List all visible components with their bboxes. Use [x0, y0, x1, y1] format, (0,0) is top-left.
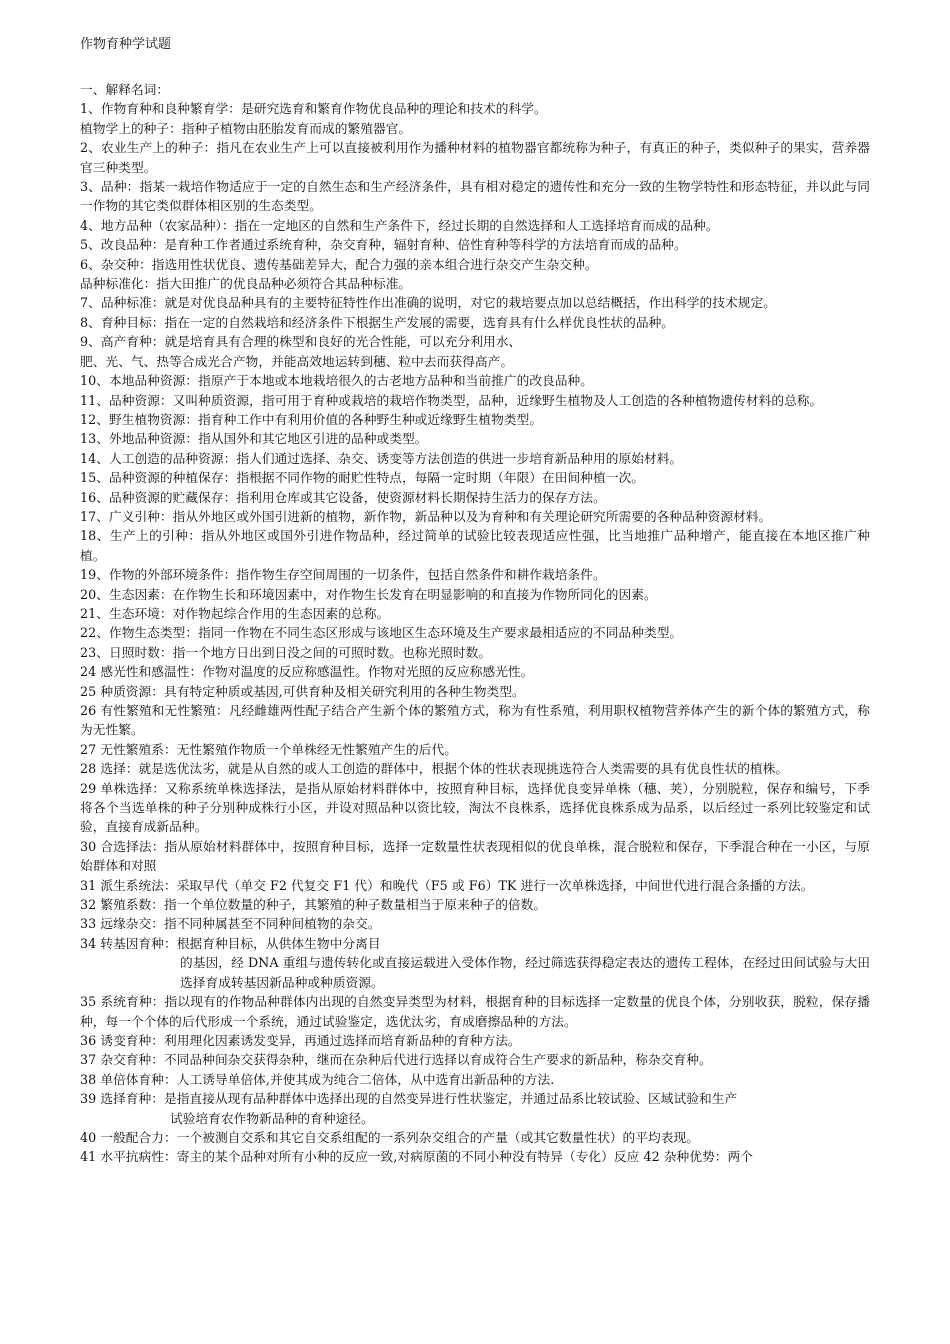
term-item: 31 派生系统法：采取早代（单交 F2 代复交 F1 代）和晚代（F5 或 F6）TK 进行一次单株选择，中间世代进行混合条播的方法。 — [80, 877, 814, 893]
term-item: 肥、光、气、热等合成光合产物，并能高效地运转到穗、粒中去而获得高产。 — [80, 353, 514, 369]
term-item: 16、品种资源的贮藏保存：指利用仓库或其它设备，使资源材料长期保持生活力的保存方法。 — [80, 489, 606, 505]
term-item: 33 远缘杂交：指不同种属甚至不同种间植物的杂交。 — [80, 916, 381, 932]
term-item: 品种标准化：指大田推广的优良品种必须符合其品种标准。 — [80, 276, 412, 292]
term-item: 3、品种：指某一栽培作物适应于一定的自然生态和生产经济条件，具有相对稳定的遗传性和充分一致的生物学特性和形态特征，并以此与同一作物的其它类似群体相区别的生态类型。 — [80, 179, 870, 214]
term-item: 22、作物生态类型：指同一作物在不同生态区形成与该地区生态环境及生产要求最相适应的不同品种类型。 — [80, 625, 683, 641]
document-body — [80, 80, 870, 1167]
term-item: 30 合选择法：指从原始材料群体中，按照育种目标，选择一定数量性状表现相似的优良单株，混合脱粒和保存，下季混合种在一小区，与原始群体和对照 — [80, 838, 870, 874]
term-item-continuation: 的基因，经 DNA 重组与遗传转化或直接运载进入受体作物，经过筛选获得稳定表达的遗传工程体，在经过田间试验与大田选择育成转基因新品种或种质资源。 — [180, 955, 870, 990]
term-item: 11、品种资源：又叫种质资源，指可用于育种或栽培的栽培作物类型，品种，近缘野生植物及人工创造的各种植物遗传材料的总称。 — [80, 392, 823, 408]
term-item: 19、作物的外部环境条件：指作物生存空间周围的一切条件，包括自然条件和耕作栽培条件。 — [80, 567, 606, 583]
term-item: 13、外地品种资源：指从国外和其它地区引进的品种或类型。 — [80, 431, 428, 447]
term-item: 40 一般配合力：一个被测自交系和其它自交系组配的一系列杂交组合的产量（或其它数量性状）的平均表现。 — [80, 1129, 699, 1145]
term-item: 14、人工创造的品种资源：指人们通过选择、杂交、诱变等方法创造的供进一步培育新品种用的原始材料。 — [80, 450, 683, 466]
term-item: 6、杂交种：指选用性状优良、遗传基础差异大，配合力强的亲本组合进行杂交产生杂交种。 — [80, 256, 598, 272]
term-item: 23、日照时数：指一个地方日出到日没之间的可照时数。也称光照时数。 — [80, 644, 492, 660]
term-item: 12、野生植物资源：指育种工作中有利用价值的各种野生种或近缘野生植物类型。 — [80, 411, 543, 427]
term-item: 18、生产上的引种：指从外地区或国外引进作物品种，经过简单的试验比较表现适应性强，比当地推广品种增产，能直接在本地区推广种植。 — [80, 528, 870, 563]
term-item: 20、生态因素：在作物生长和环境因素中，对作物生长发育在明显影响的和直接为作物所同化的因素。 — [80, 586, 657, 602]
document-title: 作物育种学试题 — [80, 37, 172, 52]
section-heading: 一、解释名词： — [80, 82, 170, 97]
term-item: 2、农业生产上的种子：指凡在农业生产上可以直接被利用作为播种材料的植物器官都统称为种子，有真正的种子，类似种子的果实，营养器官三种类型。 — [80, 140, 870, 175]
term-item: 4、地方品种（农家品种）：指在一定地区的自然和生产条件下，经过长期的自然选择和人工选择培育而成的品种。 — [80, 217, 719, 233]
term-item: 29 单株选择：又称系统单株选择法，是指从原始材料群体中，按照育种目标，选择优良变异单株（穗、荚），分别脱粒，保存和编号，下季将各个当选单株的种子分别种成株行小区，并设对照品种以资比较，淘汰不良株系，选择优良株系成为品系，以后经过一系列比较鉴定和试验，直接育成新品种。 — [80, 780, 870, 835]
term-item: 21、生态环境：对作物起综合作用的生态因素的总称。 — [80, 605, 390, 621]
term-item: 37 杂交育种：不同品种间杂交获得杂种，继而在杂种后代进行选择以育成符合生产要求的新品种，称杂交育种。 — [80, 1052, 712, 1068]
term-item: 1、作物育种和良种繁育学：是研究选育和繁育作物优良品种的理论和技术的科学。 — [80, 101, 547, 117]
term-item: 8、育种目标：指在一定的自然栽培和经济条件下根据生产发展的需要，选育具有什么样优良性状的品种。 — [80, 314, 675, 330]
term-item-continuation: 试验培育农作物新品种的育种途径。 — [170, 1110, 374, 1126]
term-item: 39 选择育种：是指直接从现有品种群体中选择出现的自然变异进行性状鉴定，并通过品系比较试验、区域试验和生产 — [80, 1091, 738, 1107]
term-item: 15、品种资源的种植保存：指根据不同作物的耐贮性特点，每隔一定时期（年限）在田间种植一次。 — [80, 470, 644, 486]
term-item: 26 有性繁殖和无性繁殖：凡经雌雄两性配子结合产生新个体的繁殖方式，称为有性系殖，利用职权植物营养体产生的新个体的繁殖方式，称为无性繁。 — [80, 703, 870, 738]
term-item: 17、广义引种：指从外地区或外国引进新的植物，新作物，新品种以及为育种和有关理论研究所需要的各种品种资源材料。 — [80, 508, 772, 524]
term-item: 植物学上的种子：指种子植物由胚胎发育而成的繁殖器官。 — [80, 120, 412, 136]
term-item: 5、改良品种：是育种工作者通过系统育种，杂交育种，辐射育种、倍性育种等科学的方法培育而成的品种。 — [80, 237, 687, 253]
term-item: 35 系统育种：指以现有的作物品种群体内出现的自然变异类型为材料，根据育种的目标选择一定数量的优良个体，分别收获，脱粒，保存播种，每一个个体的后代形成一个系统，通过试验鉴定，选优汰劣，育成磨擦品种的方法。 — [80, 994, 870, 1029]
term-item: 27 无性繁殖系：无性繁殖作物质一个单株经无性繁殖产生的后代。 — [80, 741, 457, 757]
term-item: 34 转基因育种：根据育种目标，从供体生物中分离目 — [80, 935, 381, 951]
term-item: 38 单倍体育种：人工诱导单倍体,并使其成为纯合二倍体，从中选育出新品种的方法. — [80, 1071, 555, 1087]
term-item: 41 水平抗病性：寄主的某个品种对所有小种的反应一致,对病原菌的不同小种没有特异（专化）反应 42 杂种优势：两个 — [80, 1149, 753, 1165]
term-item: 25 种质资源：具有特定种质或基因,可供育种及相关研究利用的各种生物类型。 — [80, 683, 525, 699]
term-item: 10、本地品种资源：指原产于本地或本地栽培很久的古老地方品种和当前推广的改良品种。 — [80, 373, 594, 389]
term-item: 36 诱变育种：利用理化因素诱发变异，再通过选择而培育新品种的育种方法。 — [80, 1032, 521, 1048]
term-item: 24 感光性和感温性：作物对温度的反应称感温性。作物对光照的反应称感光性。 — [80, 664, 534, 680]
term-item: 7、品种标准：就是对优良品种具有的主要特征特性作出准确的说明，对它的栽培要点加以总结概括，作出科学的技术规定。 — [80, 295, 776, 311]
term-item: 32 繁殖系数：指一个单位数量的种子，其繁殖的种子数量相当于原来种子的倍数。 — [80, 897, 547, 913]
term-item: 28 选择：就是选优汰劣，就是从自然的或人工创造的群体中，根据个体的性状表现挑选符合人类需要的具有优良性状的植株。 — [80, 761, 789, 777]
term-item: 9、高产育种：就是培育具有合理的株型和良好的光合性能，可以充分利用水、 — [80, 334, 522, 350]
